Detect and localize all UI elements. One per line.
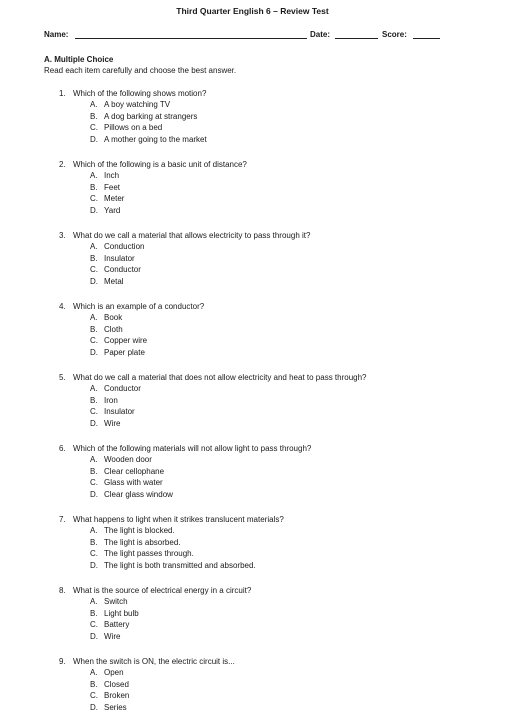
score-label: Score: xyxy=(382,30,407,39)
choice-letter: A. xyxy=(90,455,98,464)
choice-letter: B. xyxy=(90,608,98,618)
choice-text: Broken xyxy=(104,691,130,700)
question-prompt xyxy=(59,160,247,169)
question-prompt xyxy=(59,657,235,666)
choice-letter: B. xyxy=(90,679,98,689)
answer-choice[interactable] xyxy=(90,384,141,393)
answer-choice[interactable] xyxy=(90,313,122,322)
choice-text: Paper plate xyxy=(104,347,145,357)
answer-choice[interactable] xyxy=(90,455,152,464)
answer-choice[interactable] xyxy=(90,478,163,487)
answer-choice[interactable] xyxy=(90,609,139,618)
answer-choice[interactable] xyxy=(90,206,120,215)
choice-text: Book xyxy=(104,313,123,322)
choice-letter: C. xyxy=(90,478,98,487)
answer-choice[interactable] xyxy=(90,467,164,476)
document-title: Third Quarter English 6 – Review Test xyxy=(176,6,329,16)
question-prompt xyxy=(59,89,206,98)
question-text: Which of the following materials will not allow light to pass through? xyxy=(73,444,312,453)
choice-text: Cloth xyxy=(104,324,123,334)
question-number: 1. xyxy=(59,89,66,98)
answer-choice[interactable] xyxy=(90,419,120,428)
choice-letter: B. xyxy=(90,466,98,476)
choice-text: Switch xyxy=(104,597,128,606)
question-text: When the switch is ON, the electric circuit is... xyxy=(73,657,235,666)
question-prompt xyxy=(59,586,251,595)
choice-text: Wire xyxy=(104,418,121,428)
answer-choice[interactable] xyxy=(90,703,127,712)
answer-choice[interactable] xyxy=(90,526,175,535)
question-prompt xyxy=(59,515,284,524)
question-text: What happens to light when it strikes translucent materials? xyxy=(73,515,284,524)
question-item xyxy=(0,302,505,373)
answer-choice[interactable] xyxy=(90,680,129,689)
choice-text: Battery xyxy=(104,620,130,629)
choice-letter: B. xyxy=(90,324,98,334)
choice-text: Yard xyxy=(104,205,121,215)
choice-text: A boy watching TV xyxy=(104,100,171,109)
answer-choice[interactable] xyxy=(90,348,145,357)
answer-choice[interactable] xyxy=(90,549,194,558)
choice-text: Conductor xyxy=(104,265,141,274)
choice-text: The light passes through. xyxy=(104,549,194,558)
choice-text: Glass with water xyxy=(104,478,163,487)
answer-choice[interactable] xyxy=(90,254,135,263)
answer-choice[interactable] xyxy=(90,171,119,180)
answer-choice[interactable] xyxy=(90,407,135,416)
choice-text: A dog barking at strangers xyxy=(104,111,198,121)
section-title: A. Multiple Choice xyxy=(44,55,114,64)
choice-text: Pillows on a bed xyxy=(104,123,163,132)
question-prompt xyxy=(59,231,310,240)
choice-letter: C. xyxy=(90,620,98,629)
choice-letter: D. xyxy=(90,702,98,712)
question-text: What is the source of electrical energy in a circuit? xyxy=(73,586,252,595)
choice-letter: A. xyxy=(90,313,98,322)
choice-letter: D. xyxy=(90,347,98,357)
choice-letter: D. xyxy=(90,418,98,428)
choice-letter: D. xyxy=(90,205,98,215)
answer-choice[interactable] xyxy=(90,325,123,334)
choice-text: Closed xyxy=(104,679,129,689)
choice-text: Wire xyxy=(104,631,121,641)
choice-text: The light is both transmitted and absorbed. xyxy=(104,560,256,570)
answer-choice[interactable] xyxy=(90,183,120,192)
answer-choice[interactable] xyxy=(90,538,181,547)
name-label: Name: xyxy=(44,30,69,39)
choice-letter: B. xyxy=(90,182,98,192)
choice-letter: B. xyxy=(90,537,98,547)
choice-letter: D. xyxy=(90,276,98,286)
choice-letter: C. xyxy=(90,691,98,700)
name-blank-line xyxy=(75,38,307,39)
choice-letter: D. xyxy=(90,560,98,570)
choice-letter: A. xyxy=(90,100,98,109)
student-info-row xyxy=(44,30,444,42)
choice-text: The light is blocked. xyxy=(104,526,175,535)
answer-choice[interactable] xyxy=(90,194,124,203)
answer-choice[interactable] xyxy=(90,265,141,274)
date-blank-line xyxy=(335,38,378,39)
question-item xyxy=(0,515,505,586)
answer-choice[interactable] xyxy=(90,396,118,405)
question-number: 9. xyxy=(59,657,66,666)
answer-choice[interactable] xyxy=(90,597,128,606)
answer-choice[interactable] xyxy=(90,277,124,286)
choice-text: Iron xyxy=(104,395,118,405)
answer-choice[interactable] xyxy=(90,123,162,132)
choice-text: Wooden door xyxy=(104,455,152,464)
choice-text: Meter xyxy=(104,194,125,203)
choice-letter: C. xyxy=(90,407,98,416)
choice-letter: C. xyxy=(90,194,98,203)
instructions: Read each item carefully and choose the best answer. xyxy=(44,66,237,75)
question-number: 6. xyxy=(59,444,66,453)
question-number: 2. xyxy=(59,160,66,169)
choice-text: Clear glass window xyxy=(104,489,173,499)
question-list xyxy=(0,89,505,728)
answer-choice[interactable] xyxy=(90,112,197,121)
question-number: 4. xyxy=(59,302,66,311)
choice-letter: B. xyxy=(90,395,98,405)
question-number: 8. xyxy=(59,586,66,595)
answer-choice[interactable] xyxy=(90,620,129,629)
choice-letter: D. xyxy=(90,134,98,144)
answer-choice[interactable] xyxy=(90,135,207,144)
choice-letter: A. xyxy=(90,384,98,393)
choice-letter: C. xyxy=(90,336,98,345)
question-text: Which is an example of a conductor? xyxy=(73,302,205,311)
choice-letter: B. xyxy=(90,111,98,121)
choice-text: Light bulb xyxy=(104,608,139,618)
choice-letter: C. xyxy=(90,549,98,558)
score-blank-line xyxy=(413,38,440,39)
choice-letter: A. xyxy=(90,668,98,677)
choice-text: Insulator xyxy=(104,253,135,263)
choice-text: Insulator xyxy=(104,407,135,416)
choice-text: Copper wire xyxy=(104,336,148,345)
choice-letter: C. xyxy=(90,265,98,274)
choice-text: Metal xyxy=(104,276,124,286)
question-text: What do we call a material that does not allow electricity and heat to pass through? xyxy=(73,373,367,382)
answer-choice[interactable] xyxy=(90,100,170,109)
date-label: Date: xyxy=(310,30,331,39)
choice-text: Feet xyxy=(104,182,121,192)
question-item xyxy=(0,444,505,515)
question-prompt xyxy=(59,373,367,382)
question-text: Which of the following shows motion? xyxy=(73,89,207,98)
choice-letter: D. xyxy=(90,631,98,641)
question-item xyxy=(0,657,505,728)
answer-choice[interactable] xyxy=(90,668,124,677)
question-text: Which of the following is a basic unit of distance? xyxy=(73,160,247,169)
question-prompt xyxy=(59,444,311,453)
question-item xyxy=(0,160,505,231)
choice-letter: A. xyxy=(90,597,98,606)
choice-letter: A. xyxy=(90,526,98,535)
question-prompt xyxy=(59,302,204,311)
choice-letter: B. xyxy=(90,253,98,263)
question-item xyxy=(0,89,505,160)
answer-choice[interactable] xyxy=(90,632,120,641)
choice-text: The light is absorbed. xyxy=(104,537,181,547)
choice-text: A mother going to the market xyxy=(104,134,207,144)
answer-choice[interactable] xyxy=(90,242,144,251)
choice-letter: C. xyxy=(90,123,98,132)
choice-text: Conduction xyxy=(104,242,145,251)
answer-choice[interactable] xyxy=(90,561,256,570)
choice-text: Series xyxy=(104,702,127,712)
choice-text: Conductor xyxy=(104,384,141,393)
answer-choice[interactable] xyxy=(90,336,147,345)
choice-text: Inch xyxy=(104,171,120,180)
choice-letter: A. xyxy=(90,171,98,180)
question-item xyxy=(0,231,505,302)
choice-letter: D. xyxy=(90,489,98,499)
question-item xyxy=(0,586,505,657)
choice-text: Clear cellophane xyxy=(104,466,165,476)
choice-letter: A. xyxy=(90,242,98,251)
answer-choice[interactable] xyxy=(90,691,129,700)
question-number: 7. xyxy=(59,515,66,524)
question-number: 5. xyxy=(59,373,66,382)
question-item xyxy=(0,373,505,444)
question-text: What do we call a material that allows electricity to pass through it? xyxy=(73,231,311,240)
question-number: 3. xyxy=(59,231,66,240)
choice-text: Open xyxy=(104,668,124,677)
answer-choice[interactable] xyxy=(90,490,173,499)
